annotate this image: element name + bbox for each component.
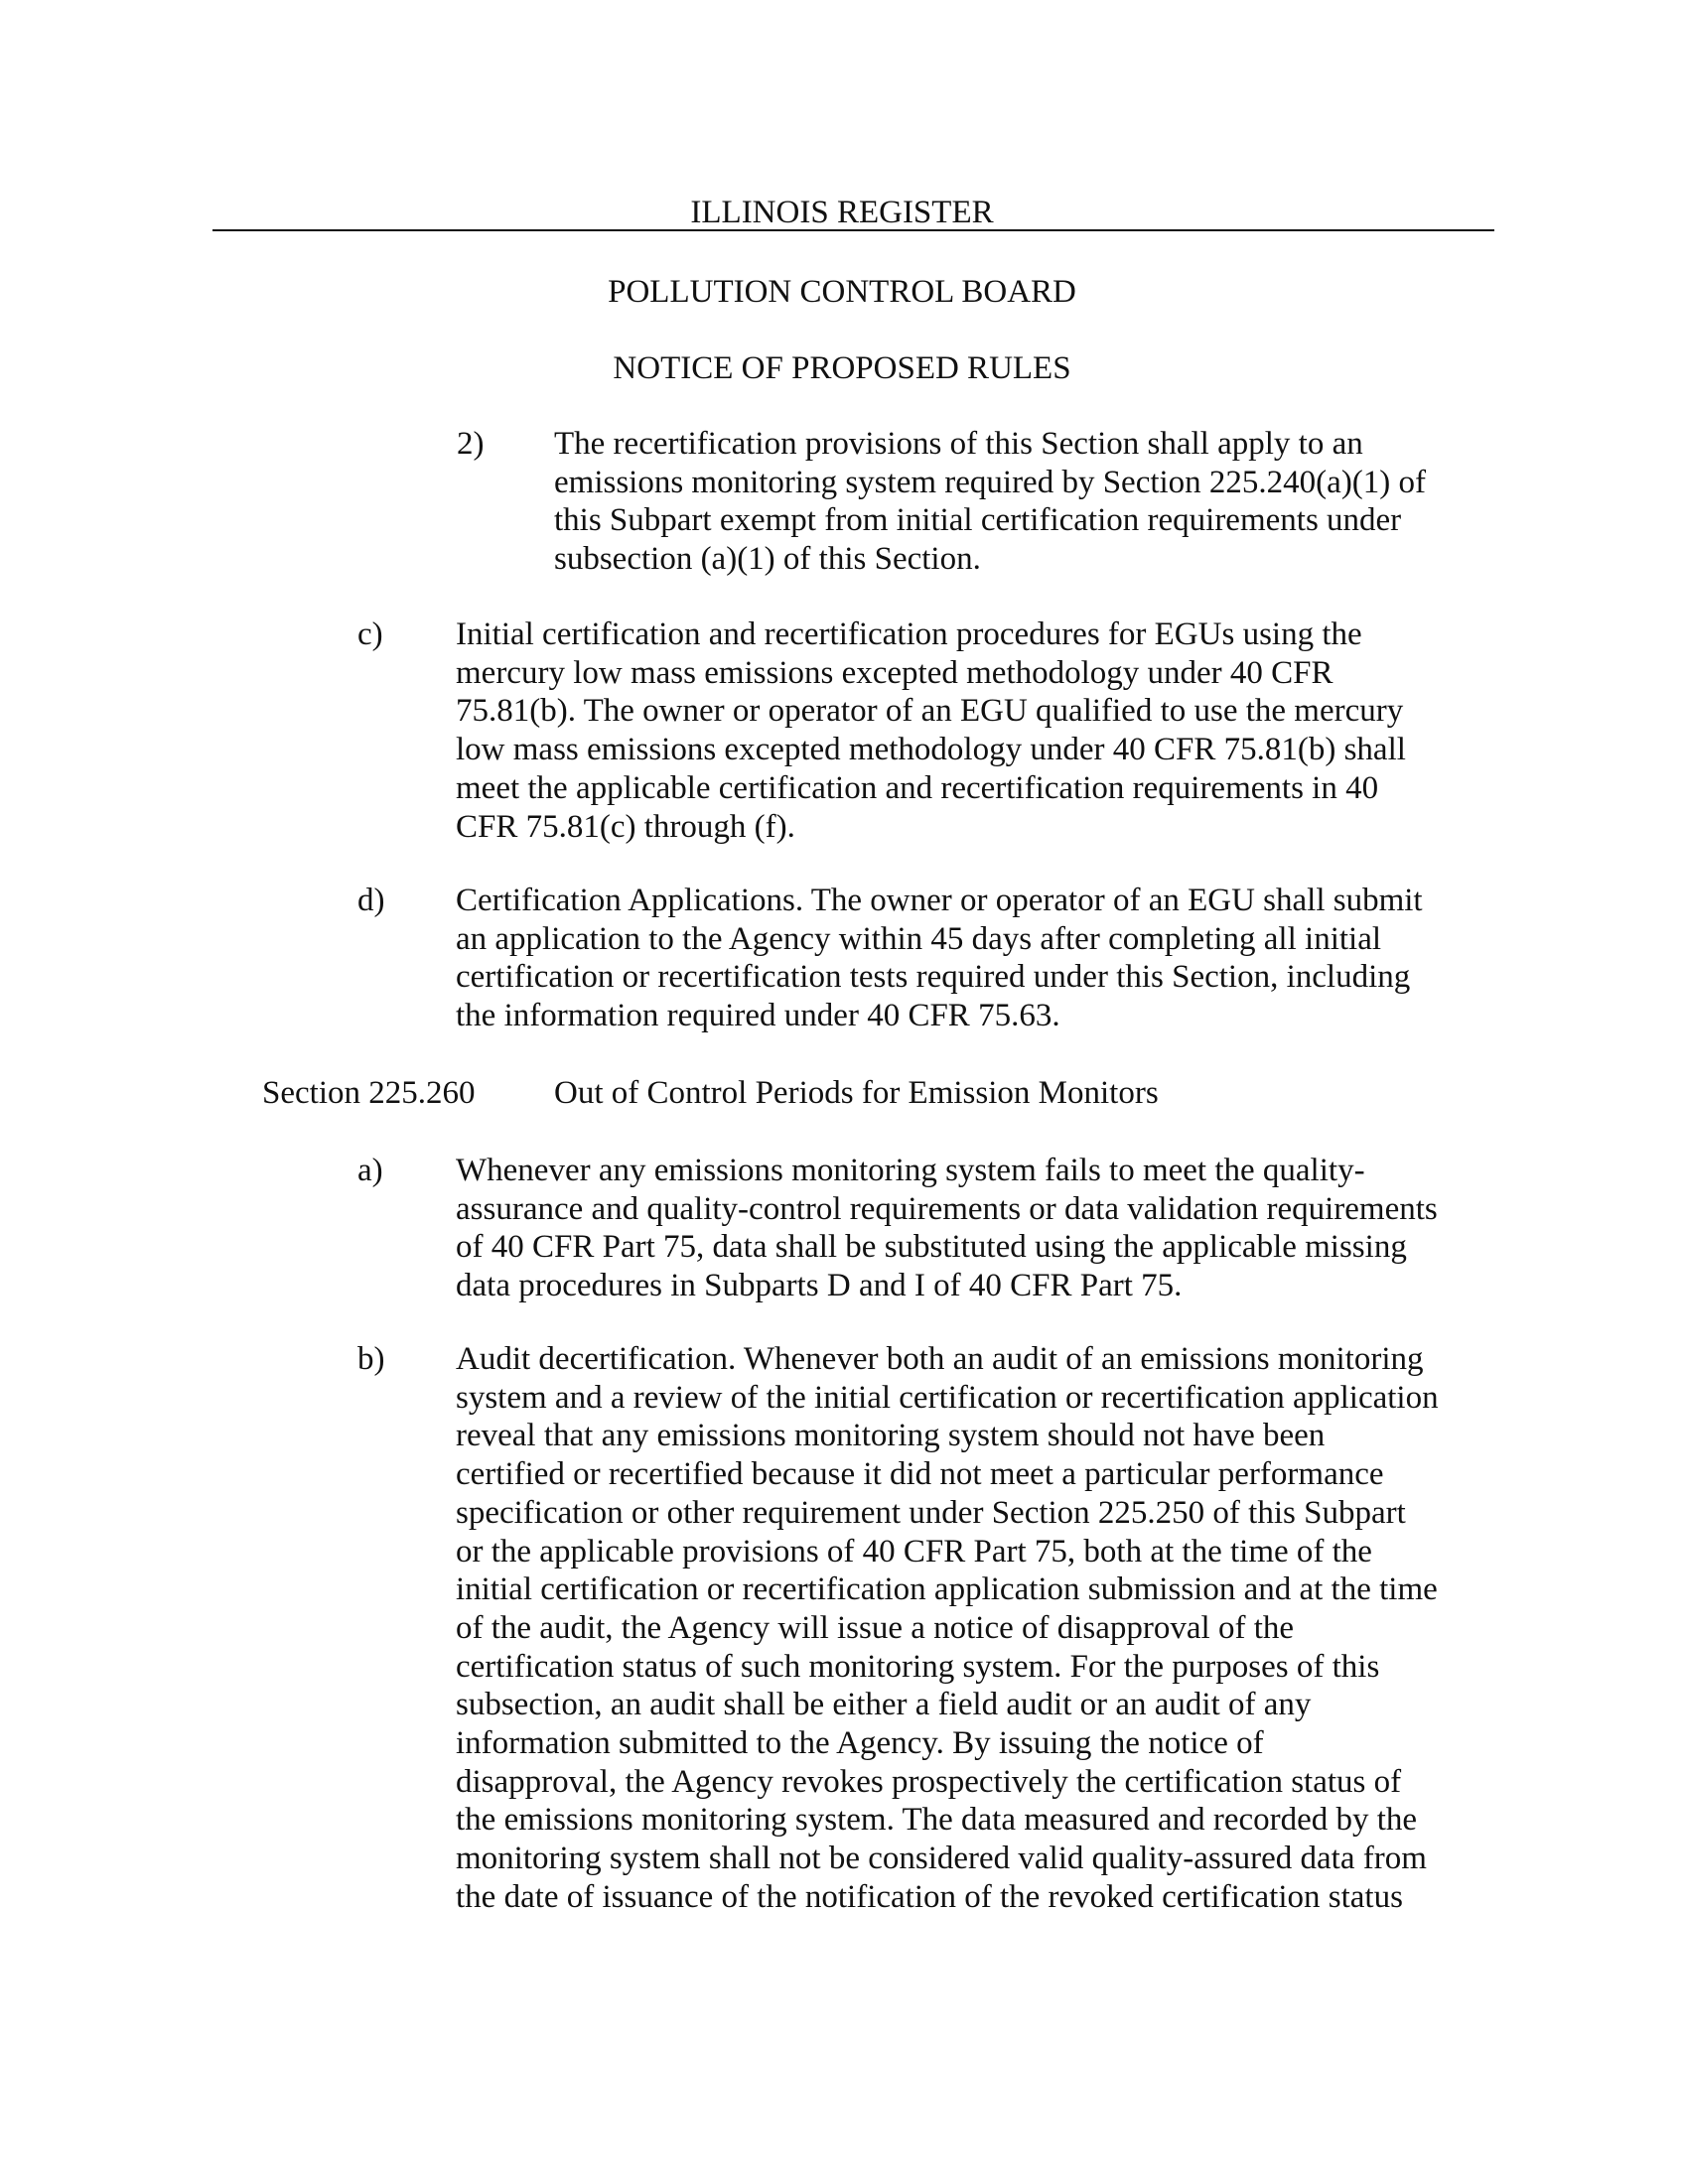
item-marker-a: a) <box>357 1153 383 1188</box>
paragraph-item-c <box>456 615 1449 846</box>
item-marker-c: c) <box>357 616 383 652</box>
paragraph-line: the emissions monitoring system. The data measured and recorded by the <box>456 1802 1418 1839</box>
paragraph-line: information submitted to the Agency. By issuing the notice of <box>456 1725 1264 1762</box>
paragraph-line: reveal that any emissions monitoring system should not have been <box>456 1418 1326 1454</box>
paragraph-line: subsection (a)(1) of this Section. <box>554 541 981 578</box>
paragraph-line: initial certification or recertification application submission and at the time <box>456 1571 1438 1608</box>
paragraph-line: certified or recertified because it did not meet a particular performance <box>456 1456 1384 1493</box>
paragraph-line: assurance and quality-control requirements or data validation requirements <box>456 1190 1438 1227</box>
paragraph-line: or the applicable provisions of 40 CFR Part 75, both at the time of the <box>456 1533 1372 1570</box>
section-title: Out of Control Periods for Emission Monitors <box>554 1075 1159 1111</box>
paragraph-line: disapproval, the Agency revokes prospectively the certification status of <box>456 1763 1402 1800</box>
paragraph-line: Initial certification and recertification procedures for EGUs using the <box>456 616 1362 652</box>
paragraph-line: Whenever any emissions monitoring system fails to meet the quality- <box>456 1153 1365 1188</box>
notice-type: NOTICE OF PROPOSED RULES <box>613 350 1071 386</box>
publication-title: ILLINOIS REGISTER <box>690 195 994 230</box>
paragraph-line: an application to the Agency within 45 days after completing all initial <box>456 920 1382 957</box>
paragraph-line: meet the applicable certification and recertification requirements in 40 <box>456 769 1379 806</box>
paragraph-line: Audit decertification. Whenever both an audit of an emissions monitoring <box>456 1341 1424 1377</box>
paragraph-line: mercury low mass emissions excepted methodology under 40 CFR <box>456 654 1333 691</box>
paragraph-line: the date of issuance of the notification of the revoked certification status <box>456 1878 1403 1915</box>
item-marker-2: 2) <box>457 426 485 462</box>
section-number: Section 225.260 <box>262 1075 476 1111</box>
paragraph-line: certification or recertification tests required under this Section, including <box>456 959 1411 996</box>
agency-name: POLLUTION CONTROL BOARD <box>608 274 1076 310</box>
paragraph-line: this Subpart exempt from initial certification requirements under <box>554 502 1402 539</box>
paragraph-line: monitoring system shall not be considered valid quality-assured data from <box>456 1841 1427 1877</box>
paragraph-item-2 <box>554 425 1547 579</box>
paragraph-line: low mass emissions excepted methodology under 40 CFR 75.81(b) shall <box>456 732 1406 768</box>
paragraph-line: emissions monitoring system required by Section 225.240(a)(1) of <box>554 464 1427 500</box>
item-marker-d: d) <box>357 883 385 918</box>
paragraph-line: specification or other requirement under Section 225.250 of this Subpart <box>456 1494 1406 1531</box>
item-marker-b: b) <box>357 1341 385 1377</box>
paragraph-line: CFR 75.81(c) through (f). <box>456 808 795 845</box>
header-rule <box>212 229 1494 231</box>
paragraph-line: of the audit, the Agency will issue a notice of disapproval of the <box>456 1609 1295 1646</box>
paragraph-line: subsection, an audit shall be either a field audit or an audit of any <box>456 1687 1312 1723</box>
paragraph-line: Certification Applications. The owner or operator of an EGU shall submit <box>456 883 1423 918</box>
paragraph-line: system and a review of the initial certification or recertification application <box>456 1379 1439 1416</box>
paragraph-line: 75.81(b). The owner or operator of an EGU qualified to use the mercury <box>456 693 1404 730</box>
paragraph-line: certification status of such monitoring system. For the purposes of this <box>456 1648 1380 1685</box>
paragraph-item-a <box>456 1152 1449 1305</box>
paragraph-item-b <box>456 1340 1449 1917</box>
paragraph-line: data procedures in Subparts D and I of 40 CFR Part 75. <box>456 1268 1183 1304</box>
paragraph-item-d <box>456 882 1449 1035</box>
paragraph-line: The recertification provisions of this Section shall apply to an <box>554 426 1363 462</box>
paragraph-line: the information required under 40 CFR 75.63. <box>456 998 1060 1034</box>
paragraph-line: of 40 CFR Part 75, data shall be substituted using the applicable missing <box>456 1229 1407 1266</box>
